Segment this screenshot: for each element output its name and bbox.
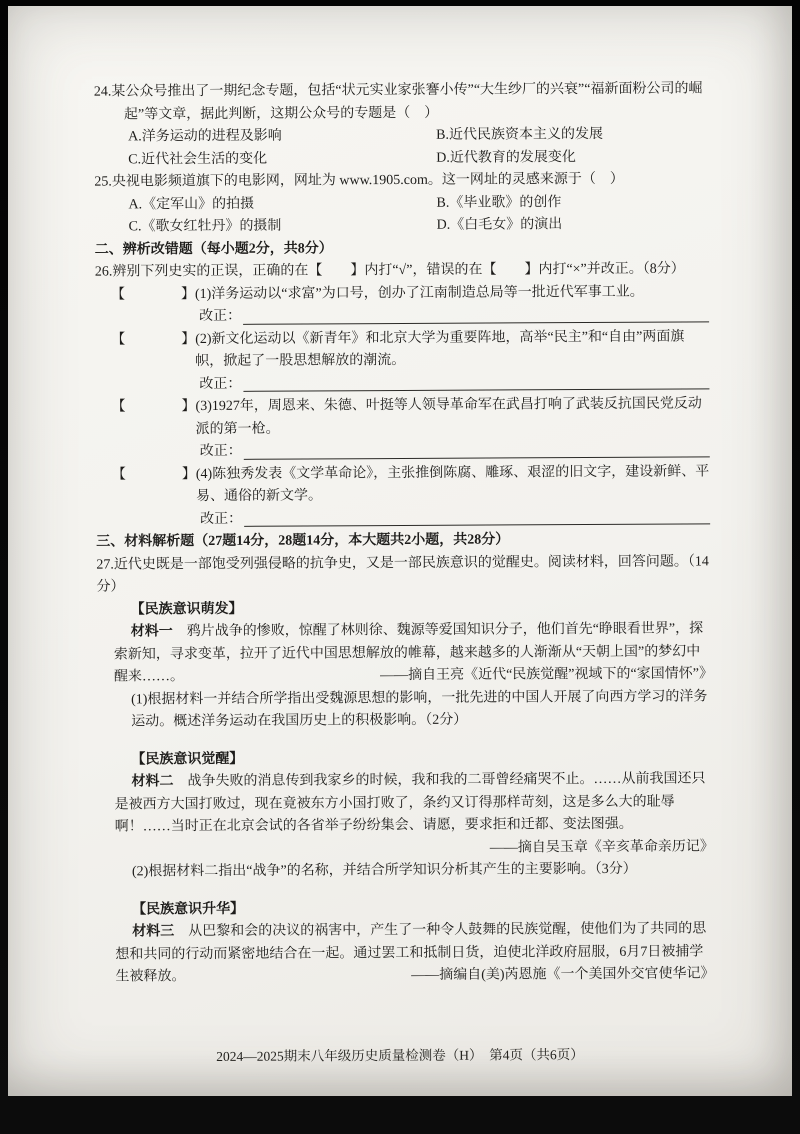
q26-item-3-text: (3)1927年，周恩来、朱德、叶挺等人领导革命军在武昌打响了武装反抗国民党反动派的第一枪。 [195, 396, 702, 437]
q25-option-b: B.《毕业歌》的创作 [436, 194, 562, 211]
material-1-text: 鸦片战争的惨败，惊醒了林则徐、魏源等爱国知识分子，他们首先“睁眼看世界”，探索新知，寻求变革，拉开了近代中国思想解放的帷幕，越来越多的人渐渐从“天朝上国”的梦幻中醒来……。 [113, 621, 704, 685]
truefalse-bracket: 【 】 [111, 399, 196, 415]
q26-item-1 [111, 281, 711, 307]
question-24-stem: 24.某公众号推出了一期纪念专题，包括“状元实业家张謇小传”“大生纱厂的兴衰”“福新面粉公司的崛起”等文章，据此判断，这期公众号的专题是（ ） [93, 81, 703, 122]
question-27-intro: 27.近代史既是一部饱受列强侵略的抗争史，又是一部民族意识的觉醒史。阅读材料，回答问题。（14分） [96, 553, 709, 595]
q24-option-a: A.洋务运动的进程及影响 [128, 128, 282, 145]
q25-option-c: C.《歌女红牡丹》的摄制 [128, 218, 282, 235]
truefalse-bracket: 【 】 [110, 286, 195, 303]
sub-question-2: (2)根据材料二指出“战争”的名称，并结合所学知识分析其产生的主要影响。（3分） [131, 861, 637, 880]
question-25-stem: 25.央视电影频道旗下的电影网，网址为 www.1905.com。这一网址的灵感来源于（ ） [94, 171, 624, 190]
correction-line-1 [199, 303, 711, 328]
question-24-options [128, 123, 710, 171]
truefalse-bracket: 【 】 [111, 466, 196, 483]
material-3-label: 材料三 [132, 924, 175, 940]
sub-question-1: (1)根据材料一并结合所学指出受魏源思想的影响，一批先进的中国人开展了向西方学习的洋务运动。概述洋务运动在我国历史上的积极影响。（2分） [131, 688, 708, 730]
q24-option-b: B.近代民族资本主义的发展 [436, 126, 603, 143]
correction-label: 改正： [199, 376, 242, 392]
page-footer: 2024—2025期末八年级历史质量检测卷（H） 第4页（共6页） [216, 1047, 584, 1064]
material-tag-2: 【民族意识觉醒】 [131, 751, 244, 767]
material-3-text: 从巴黎和会的决议的祸害中，产生了一种令人鼓舞的民族觉醒，使他们为了共同的思想和共同的行动而紧密地结合在一起。通过罢工和抵制日货，迫使北洋政府屈服，6月7日被捕学生被释放。 [115, 921, 707, 985]
section3-heading: 三、材料解析题（27题14分，28题14分，本大题共2小题，共28分） [96, 532, 510, 550]
q26-item-4-text: (4)陈独秀发表《文学革命论》，主张推倒陈腐、雕琢、艰涩的旧文字，建设新鲜、平易、通俗的新文学。 [195, 463, 710, 505]
material-2-label: 材料二 [131, 774, 174, 790]
material-2-source: ——摘自吴玉章《辛亥革命亲历记》 [489, 838, 714, 856]
correction-label: 改正： [199, 308, 242, 325]
q25-option-a: A.《定军山》的拍摄 [128, 196, 255, 212]
correction-line-4 [200, 506, 712, 531]
material-1-source: ——摘自王亮《近代“民族觉醒”视域下的“家国情怀”》 [380, 666, 713, 684]
truefalse-bracket: 【 】 [111, 331, 196, 348]
question-25-options [128, 191, 710, 239]
q24-option-c: C.近代社会生活的变化 [128, 151, 268, 167]
material-1-paragraph [114, 618, 713, 689]
q26-item-1-text: (1)洋务运动以“求富”为口号，创办了江南制造总局等一批近代军事工业。 [194, 284, 644, 302]
material-2-paragraph [114, 768, 713, 861]
correction-blank [243, 308, 709, 324]
q25-option-d: D.《白毛女》的演出 [436, 217, 563, 233]
q26-item-4 [112, 461, 712, 509]
material-tag-1: 【民族意识萌发】 [130, 601, 243, 617]
section2-heading: 二、辨析改错题（每小题2分，共8分） [94, 240, 333, 258]
q24-option-d: D.近代教育的发展变化 [436, 149, 576, 166]
correction-label: 改正： [199, 443, 242, 460]
material-1-label: 材料一 [130, 624, 173, 640]
material-3-source: ——摘编自(美)芮恩施《一个美国外交官使华记》 [411, 966, 715, 983]
correction-blank [244, 443, 710, 459]
material-2-text: 战争失败的消息传到我家乡的时候，我和我的二哥曾经痛哭不止。……从前我国还只是被西方大国打败过，现在竟被东方小国打败了，条约又订得那样苛刻，这是多么大的耻辱啊！……当时正在北京会试的各省举子纷纷集会、请愿，要求拒和迁都、变法图强。 [114, 771, 706, 835]
correction-label: 改正： [200, 511, 243, 527]
material-tag-3: 【民族意识升华】 [132, 901, 245, 917]
page-content [5, 4, 794, 990]
q26-item-3 [111, 393, 711, 441]
exam-page [8, 6, 792, 1096]
q26-item-2-text: (2)新文化运动以《新青年》和北京大学为重要阵地，高举“民主”和“自由”两面旗帜，掀起了一股思想解放的潮流。 [195, 329, 685, 370]
q26-item-2 [111, 326, 711, 374]
correction-blank [244, 510, 710, 526]
material-3-paragraph [115, 918, 714, 989]
correction-blank [243, 375, 709, 391]
question-26-intro: 26.辨别下列史实的正误，正确的在【 】内打“√”，错误的在【 】内打“×”并改正。（8分） [94, 261, 685, 280]
correction-line-3 [200, 438, 712, 463]
correction-line-2 [199, 371, 711, 396]
